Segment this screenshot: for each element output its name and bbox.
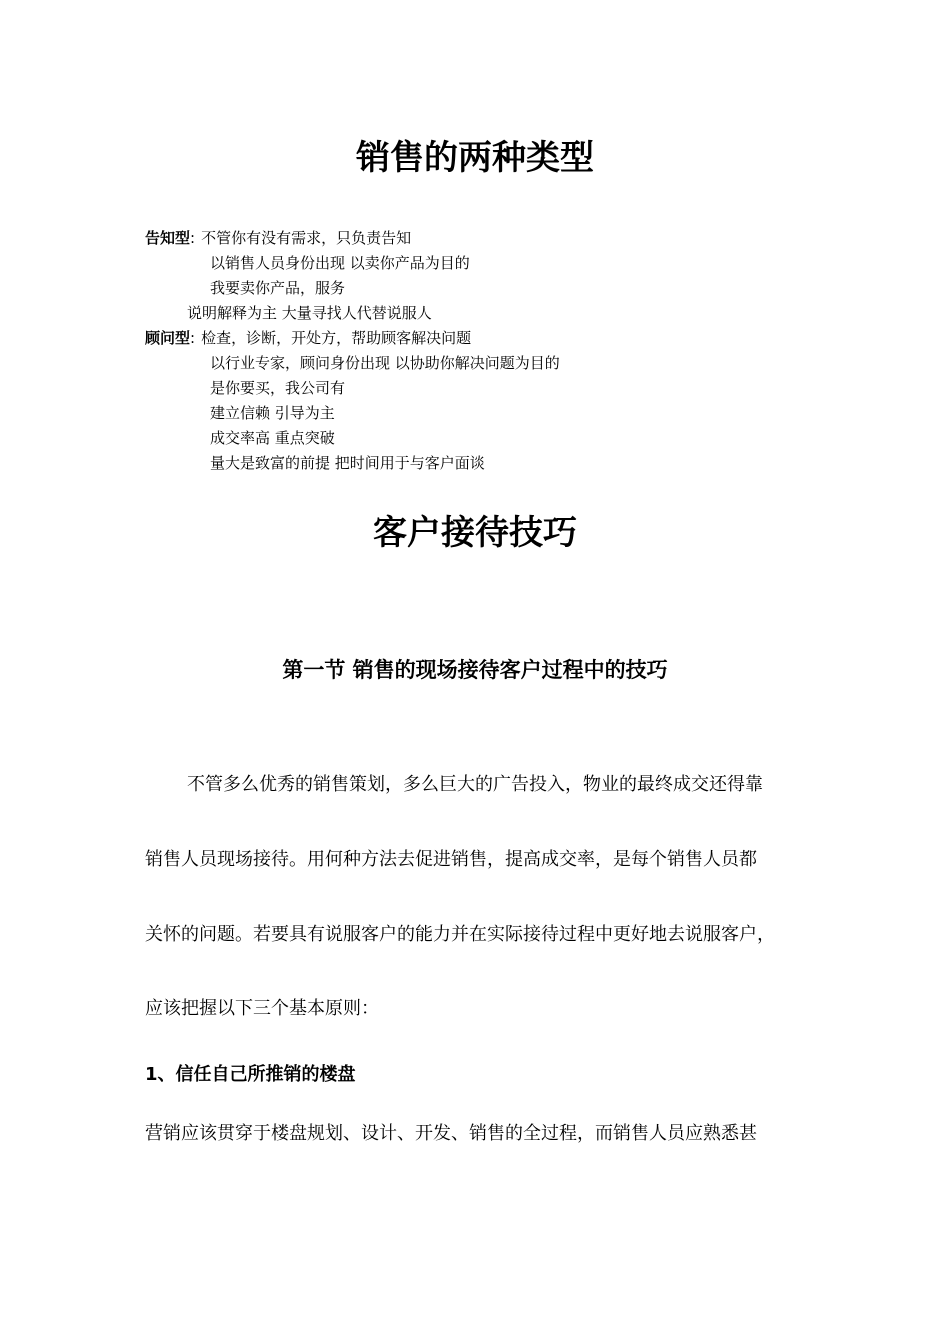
type-consultant-line: 量大是致富的前提 把时间用于与客户面谈 (210, 454, 485, 472)
type-informative-line: 说明解释为主 大量寻找人代替说服人 (187, 304, 432, 322)
type-consultant-line: 检查，诊断，开处方，帮助顾客解决问题 (201, 329, 472, 347)
paragraph-line: 销售人员现场接待。用何种方法去促进销售，提高成交率，是每个销售人员都 (145, 849, 757, 870)
type-consultant-line: 以行业专家，顾问身份出现 以协助你解决问题为目的 (210, 354, 560, 372)
colon: : (190, 329, 196, 347)
type-consultant-label: 顾问型 (145, 329, 191, 347)
type-consultant-line: 是你要买，我公司有 (210, 379, 346, 397)
type-informative-line: 以销售人员身份出现 以卖你产品为目的 (210, 254, 470, 272)
paragraph-line: 应该把握以下三个基本原则： (145, 998, 379, 1019)
chapter-heading: 第一节 销售的现场接待客户过程中的技巧 (282, 658, 668, 682)
section-title-sales-types: 销售的两种类型 (356, 138, 594, 178)
type-informative-line: 我要卖你产品，服务 (210, 279, 346, 297)
point-heading: 1、信任自己所推销的楼盘 (145, 1064, 356, 1085)
paragraph-line: 关怀的问题。若要具有说服客户的能力并在实际接待过程中更好地去说服客户， (145, 924, 775, 945)
type-informative-line: 不管你有没有需求，只负责告知 (201, 229, 412, 247)
type-consultant-line: 建立信赖 引导为主 (210, 404, 335, 422)
section-title-reception-skills: 客户接待技巧 (373, 513, 577, 553)
type-informative-row (145, 228, 411, 248)
type-consultant-line: 成交率高 重点突破 (210, 429, 335, 447)
type-informative-label: 告知型 (145, 229, 191, 247)
paragraph-line: 营销应该贯穿于楼盘规划、设计、开发、销售的全过程，而销售人员应熟悉甚 (145, 1123, 757, 1144)
paragraph-line: 不管多么优秀的销售策划，多么巨大的广告投入，物业的最终成交还得靠 (187, 774, 763, 795)
type-consultant-row (145, 328, 471, 348)
colon: : (190, 229, 196, 247)
